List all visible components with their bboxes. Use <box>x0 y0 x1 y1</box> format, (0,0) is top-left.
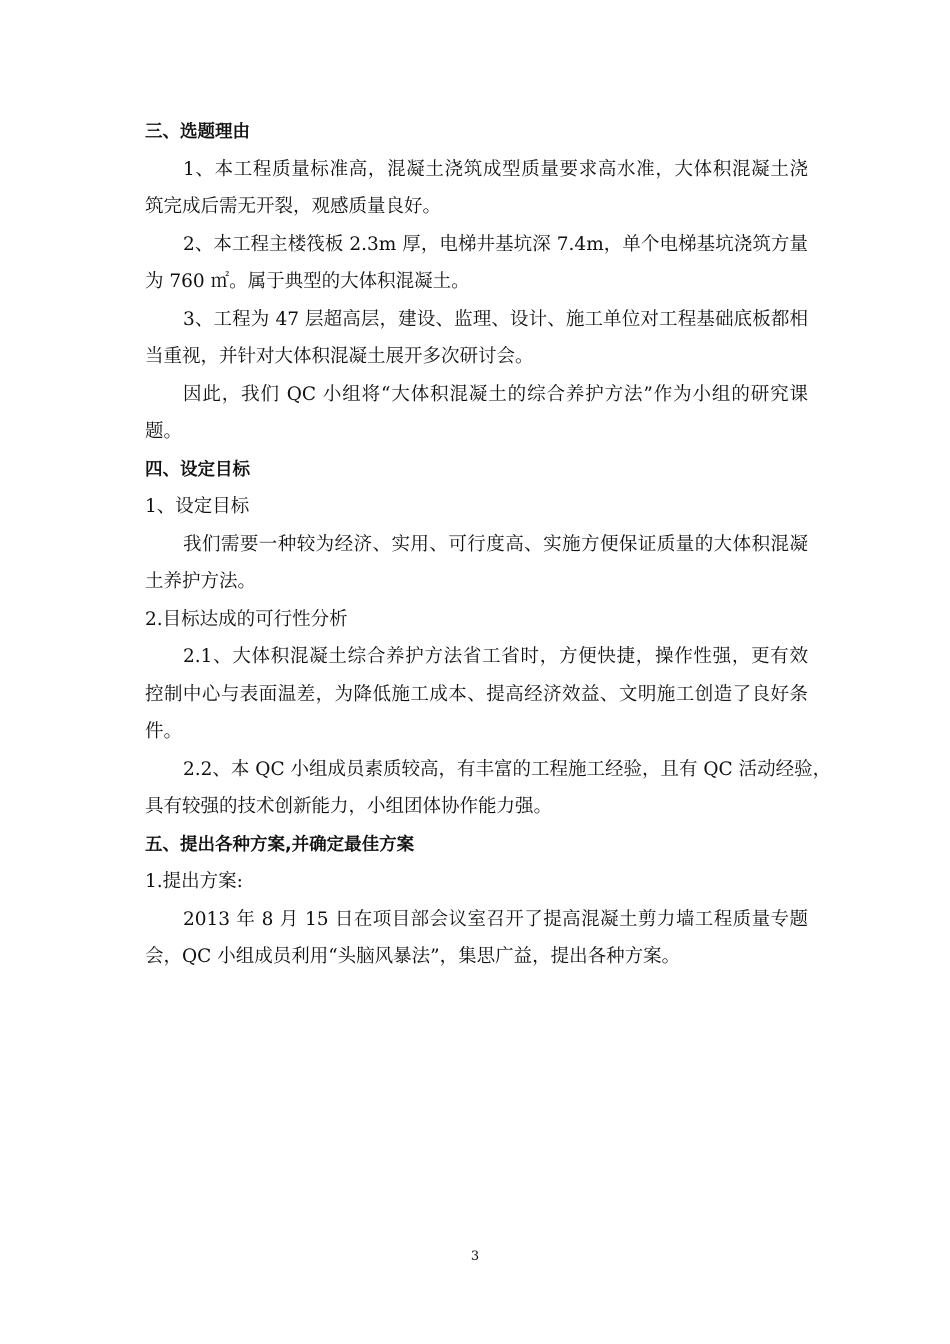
paragraph-line: 2013 年 8 月 15 日在项目部会议室召开了提高混凝土剪力墙工程质量专题 <box>183 909 808 930</box>
paragraph-line: 会，QC 小组成员利用“头脑风暴法”，集思广益，提出各种方案。 <box>145 946 681 967</box>
paragraph-line: 土养护方法。 <box>145 571 257 592</box>
paragraph-line: 题。 <box>145 421 183 442</box>
section-heading-set-goal: 四、设定目标 <box>145 460 250 480</box>
paragraph-line: 控制中心与表面温差，为降低施工成本、提高经济效益、文明施工创造了良好条 <box>145 684 808 705</box>
paragraph-line: 我们需要一种较为经济、实用、可行度高、实施方便保证质量的大体积混凝 <box>183 534 808 555</box>
subheading-feasibility: 2.目标达成的可行性分析 <box>145 609 348 630</box>
paragraph-line: 当重视，并针对大体积混凝土展开多次研讨会。 <box>145 346 534 367</box>
paragraph-line: 2.1、大体积混凝土综合养护方法省工省时，方便快捷，操作性强，更有效 <box>183 646 808 667</box>
paragraph-line: 件。 <box>145 721 183 742</box>
paragraph-line: 为 760 ㎡。属于典型的大体积混凝土。 <box>145 271 470 292</box>
paragraph-line: 筑完成后需无开裂，观感质量良好。 <box>145 196 442 217</box>
section-heading-propose-schemes: 五、提出各种方案,并确定最佳方案 <box>145 835 415 855</box>
subheading-set-goal: 1、设定目标 <box>145 496 250 517</box>
paragraph-line: 3、工程为 47 层超高层，建设、监理、设计、施工单位对工程基础底板都相 <box>183 309 808 330</box>
paragraph-line: 2、本工程主楼筏板 2.3m 厚，电梯井基坑深 7.4m，单个电梯基坑浇筑方量 <box>183 234 808 255</box>
paragraph-line: 因此，我们 QC 小组将“大体积混凝土的综合养护方法”作为小组的研究课 <box>183 384 808 405</box>
section-heading-selection-reasons: 三、选题理由 <box>145 122 250 142</box>
subheading-propose-schemes: 1.提出方案: <box>145 871 243 892</box>
paragraph-line: 2.2、本 QC 小组成员素质较高，有丰富的工程施工经验，且有 QC 活动经验， <box>183 759 832 780</box>
paragraph-line: 具有较强的技术创新能力，小组团体协作能力强。 <box>145 796 553 817</box>
page-number: 3 <box>470 1249 480 1264</box>
paragraph-line: 1、本工程质量标准高，混凝土浇筑成型质量要求高水准，大体积混凝土浇 <box>183 159 808 180</box>
